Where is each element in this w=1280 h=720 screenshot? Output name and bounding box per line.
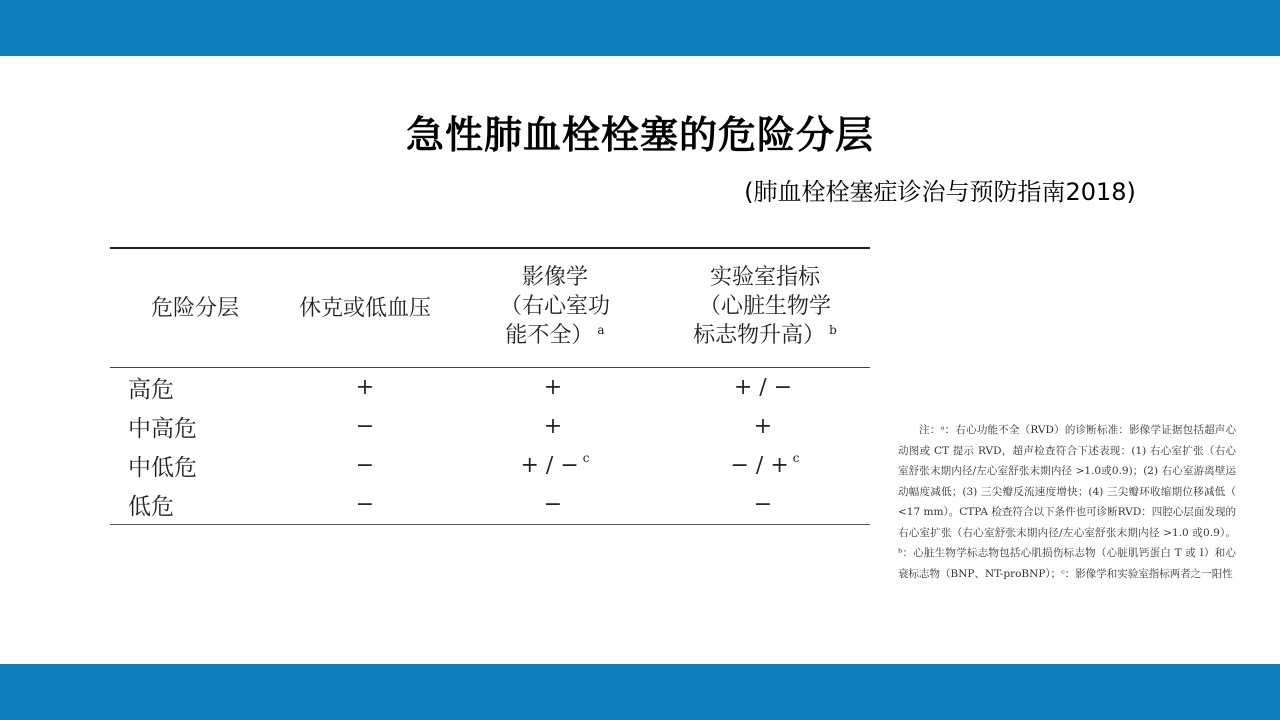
header-lab-line1: 实验室指标	[709, 265, 820, 290]
imaging-value: + ∕ −	[520, 453, 579, 478]
table-footnote: 注：ᵃ：右心功能不全（RVD）的诊断标准：影像学证据包括超声心动图或 CT 提示 RVD，超声检查符合下述表现：(1) 右心室扩张（右心室舒张末期内径/左心室舒张末期内径 >1.0或0.9)；(2) 右心室游离壁运动幅度减低；(3) 三尖瓣反流速度增快；(4) 三尖瓣环收缩期位移减低（ <17 mm）。CTPA 检查符合以下条件也可诊断RVD：四腔心层面发现的右心室扩张（右心室舒张末期内径/左心室舒张末期内径 >1.0 或0.9）。ᵇ：心脏生物学标志物包括心肌损伤标志物（心脏肌钙蛋白 T 或 I）和心衰标志物（BNP、NT-proBNP）；ᶜ：影像学和实验室指标两者之一阳性	[898, 424, 1236, 580]
header-risk-level	[110, 249, 280, 367]
risk-level-cell: 中低危	[128, 455, 197, 481]
lab-value: − ∕ +	[730, 453, 789, 478]
risk-level-cell: 高危	[128, 377, 174, 403]
page-title: 急性肺血栓栓塞的危险分层	[405, 113, 874, 157]
header-lab-footnote-mark: b	[829, 323, 837, 337]
imaging-cell	[450, 485, 660, 524]
imaging-cell	[450, 368, 660, 407]
risk-level-cell: 中高危	[128, 416, 197, 442]
lab-value: −	[753, 492, 773, 517]
header-lab-line2: （心脏生物学	[698, 294, 831, 319]
lab-cell	[660, 485, 870, 524]
imaging-cell	[450, 407, 660, 446]
imaging-footnote-mark: c	[582, 450, 590, 465]
header-lab-line3: 标志物升高）	[693, 323, 826, 348]
table-header-row	[110, 249, 870, 368]
table-row	[110, 407, 870, 446]
table-body	[110, 368, 870, 524]
table-row	[110, 368, 870, 407]
imaging-value: +	[543, 375, 563, 400]
imaging-cell	[450, 446, 660, 485]
shock-cell: −	[355, 492, 375, 517]
header-imaging-line1: 影像学	[521, 265, 588, 290]
lab-cell	[660, 407, 870, 446]
header-shock-text: 休克或低血压	[298, 295, 431, 321]
header-shock	[280, 249, 450, 367]
header-imaging	[450, 249, 660, 367]
header-risk-level-text: 危险分层	[150, 295, 239, 321]
shock-cell: −	[355, 414, 375, 439]
header-imaging-line2: （右心室功	[499, 294, 610, 319]
imaging-value: −	[543, 492, 563, 517]
lab-value: +	[753, 414, 773, 439]
risk-stratification-table	[110, 247, 870, 525]
lab-cell	[660, 446, 870, 485]
bottom-banner	[0, 664, 1280, 720]
shock-cell: −	[355, 453, 375, 478]
header-lab	[660, 249, 870, 367]
header-imaging-footnote-mark: a	[597, 323, 605, 337]
page-subtitle: (肺血栓栓塞症诊治与预防指南2018)	[744, 178, 1136, 206]
lab-value: + ∕ −	[733, 375, 793, 400]
table-row	[110, 485, 870, 524]
imaging-value: +	[543, 414, 563, 439]
lab-footnote-mark: c	[792, 450, 800, 465]
header-imaging-line3: 能不全）	[505, 323, 594, 348]
lab-cell	[660, 368, 870, 407]
risk-level-cell: 低危	[128, 494, 174, 520]
table-row	[110, 446, 870, 485]
shock-cell: +	[355, 375, 375, 400]
top-banner	[0, 0, 1280, 56]
